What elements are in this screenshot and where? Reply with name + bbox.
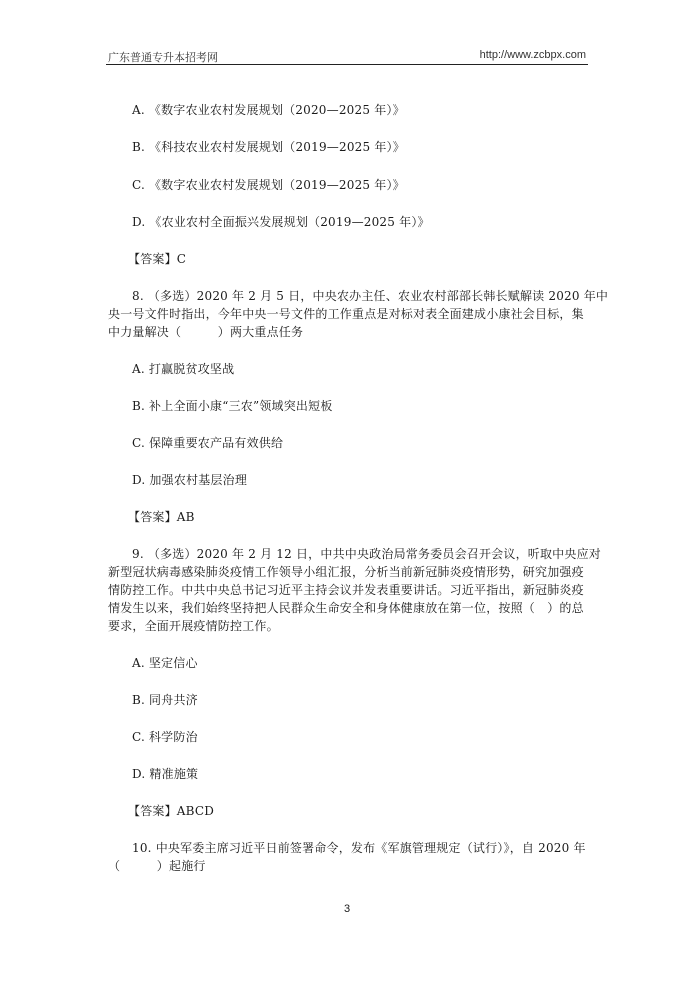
q7-answer: 【答案】C [128,252,187,266]
q8-stem-line3: 中力量解决（ ）两大重点任务 [108,325,304,339]
q8-option-c: C. 保障重要农产品有效供给 [132,436,284,450]
q9-option-a: A. 坚定信心 [132,656,198,670]
header-url[interactable]: http://www.zcbpx.com [479,49,586,61]
q8-option-a: A. 打赢脱贫攻坚战 [132,362,235,376]
q9-stem-line3: 情防控工作。中共中央总书记习近平主持会议并发表重要讲话。习近平指出，新冠肺炎疫 [108,583,584,597]
q9-stem-line1: 9. （多选）2020 年 2 月 12 日，中共中央政治局常务委员会召开会议，听取中央应对 [132,547,601,561]
q9-answer: 【答案】ABCD [128,804,215,818]
q7-option-d: D. 《农业农村全面振兴发展规划（2019—2025 年）》 [132,215,430,229]
q9-stem-line4: 情发生以来，我们始终坚持把人民群众生命安全和身体健康放在第一位，按照（ ）的总 [108,601,584,615]
q7-option-a: A. 《数字农业农村发展规划（2020—2025 年）》 [132,103,405,117]
q9-option-b: B. 同舟共济 [132,693,198,707]
q7-option-b: B. 《科技农业农村发展规划（2019—2025 年）》 [132,140,405,154]
q9-option-c: C. 科学防治 [132,730,198,744]
q9-stem-line2: 新型冠状病毒感染肺炎疫情工作领导小组汇报，分析当前新冠肺炎疫情形势，研究加强疫 [108,565,584,579]
q10-stem-line2: （ ）起施行 [108,859,206,873]
q9-option-d: D. 精准施策 [132,767,199,781]
q8-option-b: B. 补上全面小康“三农”领域突出短板 [132,399,333,413]
q9-stem-line5: 要求，全面开展疫情防控工作。 [108,619,279,633]
q10-stem-line1: 10. 中央军委主席习近平日前签署命令，发布《军旗管理规定（试行）》，自 2020 年 [132,841,586,855]
q8-stem-line1: 8. （多选）2020 年 2 月 5 日，中央农办主任、农业农村部部长韩长赋解读 2020 年中 [132,289,609,303]
header-site-name: 广东普通专升本招考网 [108,51,218,64]
page-number: 3 [343,903,351,915]
q8-option-d: D. 加强农村基层治理 [132,473,248,487]
q8-answer: 【答案】AB [128,510,195,524]
q7-option-c: C. 《数字农业农村发展规划（2019—2025 年）》 [132,178,405,192]
q8-stem-line2: 央一号文件时指出，今年中央一号文件的工作重点是对标对表全面建成小康社会目标，集 [108,307,584,321]
header-divider [106,64,588,65]
